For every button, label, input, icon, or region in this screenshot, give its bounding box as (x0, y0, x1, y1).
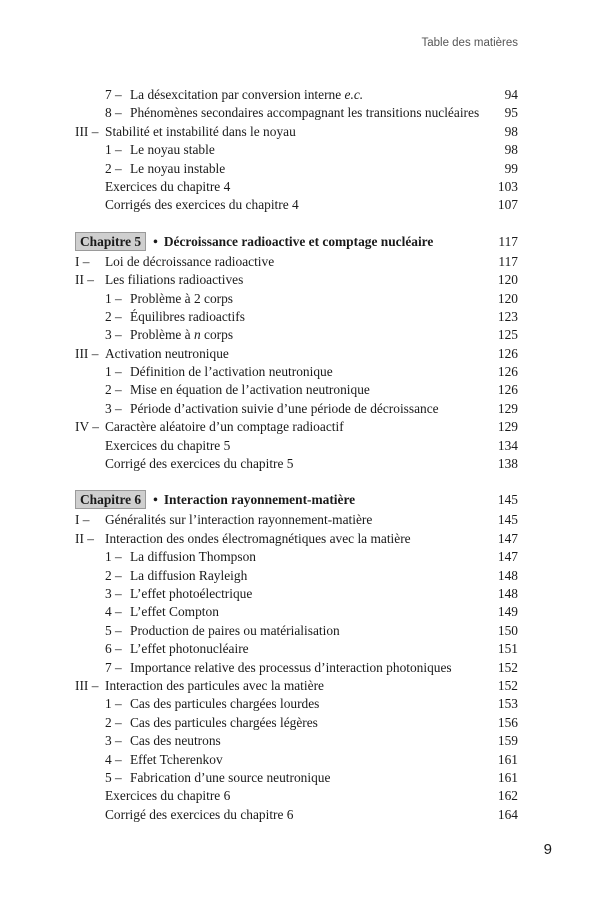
toc-entry-number: II – (75, 272, 94, 288)
toc-entry-number: 4 – (105, 751, 122, 767)
toc-entry-number: 1 – (105, 364, 122, 380)
toc-entry[interactable] (75, 290, 518, 308)
toc-entry-number: 6 – (105, 641, 122, 657)
toc-entry-title: Mise en équation de l’activation neutronique (130, 382, 370, 398)
toc-entry-title: Généralités sur l’interaction rayonnement-matière (105, 512, 373, 528)
toc-entry[interactable] (75, 732, 518, 750)
toc-entry-page: 150 (497, 622, 518, 638)
toc-entry[interactable] (75, 530, 518, 548)
toc-entry-page: 161 (497, 769, 518, 785)
chapter-heading[interactable] (75, 231, 518, 252)
toc-entry-title: Le noyau instable (130, 160, 226, 176)
section-gap (75, 473, 518, 489)
toc-entry-page: 156 (497, 714, 518, 730)
toc-entry-title: Loi de décroissance radioactive (105, 253, 275, 269)
toc-entry-number: 5 – (105, 769, 122, 785)
toc-entry-number: IV – (75, 419, 99, 435)
toc-entry-title: Importance relative des processus d’interaction photoniques (130, 659, 452, 675)
toc-entry-page: 138 (497, 456, 518, 472)
toc-entry-number: 2 – (105, 160, 122, 176)
chapter-page: 117 (498, 233, 518, 249)
toc-entry-page: 123 (497, 308, 518, 324)
toc-entry-page: 148 (497, 567, 518, 583)
toc-entry-title: Exercices du chapitre 4 (105, 178, 231, 194)
toc-entry-page: 145 (497, 512, 518, 528)
toc-entry-title: Période d’activation suivie d’une période de décroissance (130, 400, 439, 416)
toc-entry-page: 151 (497, 641, 518, 657)
toc-entry-title: L’effet Compton (130, 604, 219, 620)
toc-entry-title: Cas des particules chargées légères (130, 714, 318, 730)
toc-entry-title: Définition de l’activation neutronique (130, 364, 333, 380)
toc-entry-page: 149 (497, 604, 518, 620)
toc-entry-number: 1 – (105, 696, 122, 712)
chapter-title: Décroissance radioactive et comptage nucléaire (163, 233, 434, 249)
toc-entry-number: I – (75, 253, 90, 269)
toc-entry[interactable] (75, 86, 518, 104)
toc-entry-title: Cas des particules chargées lourdes (130, 696, 320, 712)
toc-entry[interactable] (75, 400, 518, 418)
toc-entry-title: L’effet photoélectrique (130, 585, 253, 601)
toc-entry-page: 129 (497, 419, 518, 435)
toc-entry[interactable] (75, 345, 518, 363)
toc-entry-number: 3 – (105, 585, 122, 601)
toc-entry[interactable] (75, 640, 518, 658)
toc-entry-title: Les filiations radioactives (105, 272, 244, 288)
toc-entry[interactable] (75, 787, 518, 805)
toc-entry-title: Exercices du chapitre 5 (105, 437, 231, 453)
toc-entry-title: Interaction des particules avec la matière (105, 677, 324, 693)
toc-entry[interactable] (75, 714, 518, 732)
toc-entry-title: Production de paires ou matérialisation (130, 622, 340, 638)
toc-entry[interactable] (75, 622, 518, 640)
toc-entry-number: 7 – (105, 87, 122, 102)
toc-entry[interactable] (75, 437, 518, 455)
toc-entry-number: 8 – (105, 105, 122, 121)
toc-entry[interactable] (75, 253, 518, 271)
toc-entry-title: Fabrication d’une source neutronique (130, 769, 331, 785)
toc-entry-number: III – (75, 677, 99, 693)
toc-entry[interactable] (75, 104, 518, 122)
toc-entry-page: 103 (497, 178, 518, 194)
toc-entry-page: 120 (497, 272, 518, 288)
toc-entry[interactable] (75, 567, 518, 585)
section-gap (75, 215, 518, 231)
toc-entry[interactable] (75, 603, 518, 621)
table-of-contents (75, 86, 518, 824)
toc-entry-number: III – (75, 345, 99, 361)
toc-entry-page: 95 (504, 105, 518, 121)
toc-entry-title: Corrigé des exercices du chapitre 5 (105, 456, 294, 472)
toc-entry-number: 3 – (105, 400, 122, 416)
toc-entry-title: Le noyau stable (130, 142, 215, 158)
toc-entry-title: L’effet photonucléaire (130, 641, 249, 657)
toc-entry-title: Cas des neutrons (130, 733, 221, 749)
toc-entry-page: 152 (497, 677, 518, 693)
toc-entry-page: 125 (497, 327, 518, 343)
toc-entry-page: 153 (497, 696, 518, 712)
toc-entry-number: 4 – (105, 604, 122, 620)
toc-entry-page: 161 (497, 751, 518, 767)
toc-entry-title: Caractère aléatoire d’un comptage radioactif (105, 419, 344, 435)
toc-entry-title: Corrigé des exercices du chapitre 6 (105, 806, 294, 822)
bullet-icon: • (153, 492, 158, 508)
toc-entry-number: 5 – (105, 622, 122, 638)
toc-entry-title-part: La désexcitation par conversion interne (130, 87, 345, 102)
toc-entry-page: 126 (497, 382, 518, 398)
toc-entry-page: 159 (497, 733, 518, 749)
toc-entry-title: Corrigés des exercices du chapitre 4 (105, 197, 299, 213)
toc-entry[interactable] (75, 326, 518, 344)
toc-entry-page: 120 (497, 290, 518, 306)
toc-entry-number: 2 – (105, 567, 122, 583)
toc-entry-page: 117 (498, 253, 518, 269)
toc-entry-title: La diffusion Rayleigh (130, 567, 248, 583)
chapter-title: Interaction rayonnement-matière (163, 492, 356, 508)
toc-entry-number: II – (75, 530, 94, 546)
toc-entry-title-part: n (193, 327, 201, 343)
toc-entry[interactable] (75, 455, 518, 473)
toc-entry[interactable] (75, 271, 518, 289)
toc-entry-page: 164 (497, 806, 518, 822)
toc-entry[interactable] (75, 548, 518, 566)
toc-entry-title: Exercices du chapitre 6 (105, 788, 231, 804)
page-number: 9 (543, 841, 552, 858)
toc-entry[interactable] (75, 418, 518, 436)
toc-entry[interactable] (75, 751, 518, 769)
toc-entry-page: 147 (497, 549, 518, 565)
toc-entry-number: III – (75, 123, 99, 139)
toc-entry-number: 3 – (105, 733, 122, 749)
toc-entry-page: 129 (497, 400, 518, 416)
toc-entry-title: Effet Tcherenkov (130, 751, 223, 767)
toc-entry[interactable] (75, 511, 518, 529)
toc-entry-title-part: Problème à (130, 327, 194, 343)
toc-entry-title (130, 326, 490, 344)
toc-entry[interactable] (75, 677, 518, 695)
toc-entry-title: Équilibres radioactifs (130, 308, 245, 324)
chapter-badge: Chapitre 6 (75, 490, 146, 509)
toc-entry[interactable] (75, 363, 518, 381)
toc-entry-number: 7 – (105, 659, 122, 675)
toc-entry-title: Activation neutronique (105, 345, 229, 361)
toc-entry-page: 134 (497, 437, 518, 453)
toc-entry-number: 1 – (105, 549, 122, 565)
toc-entry-number: 2 – (105, 308, 122, 324)
bullet-icon: • (153, 233, 158, 249)
toc-entry-number: 1 – (105, 142, 122, 158)
toc-entry-page: 126 (497, 364, 518, 380)
toc-entry[interactable] (75, 308, 518, 326)
toc-entry[interactable] (75, 123, 518, 141)
toc-entry-title: Phénomènes secondaires accompagnant les transitions nucléaires (130, 105, 480, 121)
toc-entry-page: 147 (497, 530, 518, 546)
toc-entry-page: 98 (504, 142, 518, 158)
toc-entry-number: 3 – (105, 327, 122, 343)
toc-entry-page: 99 (504, 160, 518, 176)
toc-entry[interactable] (75, 381, 518, 399)
toc-entry[interactable] (75, 806, 518, 824)
toc-entry-title (130, 86, 490, 104)
toc-entry-title: Problème à 2 corps (130, 290, 234, 306)
toc-entry-number: 1 – (105, 290, 122, 306)
toc-entry[interactable] (75, 196, 518, 214)
toc-entry[interactable] (75, 769, 518, 787)
toc-entry-title: La diffusion Thompson (130, 549, 256, 565)
toc-entry-title-part: e.c. (344, 87, 364, 102)
toc-entry-title: Stabilité et instabilité dans le noyau (105, 123, 296, 139)
toc-entry-number: 2 – (105, 382, 122, 398)
toc-entry-page: 162 (497, 788, 518, 804)
toc-entry-page: 107 (497, 197, 518, 213)
toc-entry-page: 94 (504, 87, 518, 102)
toc-entry[interactable] (75, 141, 518, 159)
toc-entry[interactable] (75, 659, 518, 677)
chapter-heading[interactable] (75, 489, 518, 510)
toc-entry-page: 98 (504, 123, 518, 139)
toc-entry-number: I – (75, 512, 90, 528)
running-header: Table des matières (421, 37, 518, 49)
chapter-badge: Chapitre 5 (75, 232, 146, 251)
toc-entry-page: 148 (497, 585, 518, 601)
toc-entry[interactable] (75, 695, 518, 713)
chapter-page: 145 (497, 492, 518, 508)
toc-entry-title-part: corps (200, 327, 234, 343)
toc-entry-number: 2 – (105, 714, 122, 730)
toc-entry[interactable] (75, 160, 518, 178)
toc-entry-page: 126 (497, 345, 518, 361)
toc-entry-page: 152 (497, 659, 518, 675)
toc-entry-title: Interaction des ondes électromagnétiques avec la matière (105, 530, 411, 546)
toc-entry[interactable] (75, 585, 518, 603)
toc-entry[interactable] (75, 178, 518, 196)
